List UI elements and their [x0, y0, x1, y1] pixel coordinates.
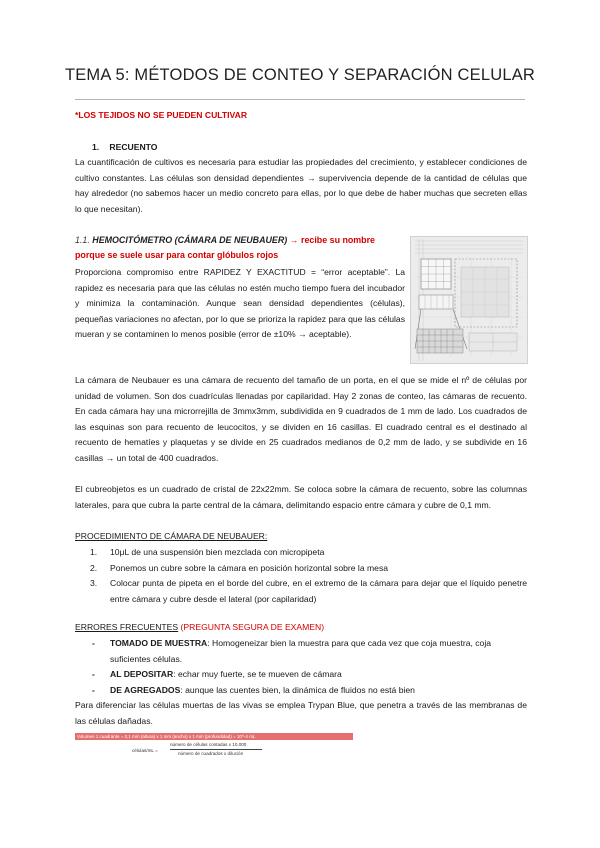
arrow-icon: →	[307, 172, 316, 183]
cubreobjetos-paragraph: El cubreobjetos es un cuadrado de cristal de 22x22mm. Se coloca sobre la cámara de recuento, sobre las columnas laterales, para que cubra la parte central de la cámara, delimitando espacio entre cámara y cubre de 0,1 mm.	[75, 484, 527, 510]
trypan-paragraph: Para diferenciar las células muertas de las vivas se emplea Trypan Blue, que penetra a través de las membranas de las células dañadas.	[75, 700, 527, 726]
dash-bullet: -	[92, 669, 95, 680]
formula-numerator: número de células contadas x 10.000	[170, 742, 247, 747]
procedure-step: 1. 10μL de una suspensión bien mezclada con micropipeta	[90, 547, 325, 557]
arrow-icon: →	[298, 329, 307, 340]
arrow-icon: →	[105, 452, 115, 463]
neubauer-grid-icon	[411, 237, 527, 363]
neubauer-description-paragraph: La cámara de Neubauer es una cámara de recuento del tamaño de un porta, en el que se mide el nº de células por unidad de volumen. Son dos cuadrículas llenadas por capilaridad. Hay 2 zonas de conteo, las cámaras de recuento. En cada cámara hay una microrrejilla de 3mmx3mm, subdividida en 9 cuadrados de 1 mm de lado. Los cuadrados de las esquinas son para recuento de leucocitos, y se dividen en 16 casillas. El cuadrado central es el destinado al recuento de hematíes y plaquetas y se divide en 25 cuadrados medianos de 0,2 mm de lado, y se subdivide en 16 casillas → un total de 400 cuadrados.	[75, 375, 527, 463]
error-item: - TOMADO DE MUESTRA: Homogeneizar bien la muestra para que cada vez que coja muestra, coja suficientes células.	[92, 638, 492, 664]
error-item: - DE AGREGADOS: aunque las cuentes bien, la dinámica de fluidos no está bien	[92, 683, 527, 699]
procedure-step: 2. Ponemos un cubre sobre la cámara en posición horizontal sobre la mesa	[90, 562, 389, 573]
section-title: RECUENTO	[109, 142, 158, 152]
dash-bullet: -	[92, 638, 95, 648]
section-heading-recuento	[92, 142, 157, 152]
note-tissues: *LOS TEJIDOS NO SE PUEDEN CULTIVAR	[75, 110, 248, 120]
formula-fraction-bar	[170, 749, 262, 750]
subsection-highlight: → recibe su nombre porque se suele usar para contar glóbulos rojos	[75, 235, 375, 260]
subsection-title: HEMOCITÓMETRO (CÁMARA DE NEUBAUER)	[92, 235, 288, 245]
hemocitometro-paragraph: Proporciona compromiso entre RAPIDEZ Y EXACTITUD = “error aceptable”. La rapidez es necesaria para que las células no estén mucho tiempo fuera del incubador y minimiza la contaminación. Aunque sean densidad dependientes (células), pequeñas variaciones no afectan, por lo que se prioriza la rapidez para que las células mueran y se contaminen lo menos posible (error de ±10% → aceptable).	[75, 267, 405, 340]
errors-list	[92, 636, 527, 698]
formula-label: células/mL =	[132, 748, 158, 753]
subsection-number: 1.1.	[75, 235, 90, 245]
exam-note: (PREGUNTA SEGURA DE EXAMEN)	[180, 622, 325, 632]
recuento-paragraph: La cuantificación de cultivos es necesaria para estudiar las propiedades del crecimiento, y establecer condiciones de cultivo constantes. Las células son densidad dependientes → supervivencia depende de la cantidad de células que hay alrededor (no sabemos hacer un medio concreto para ellas, por lo que debe de haber muchas que secreten ellas lo que necesitan).	[75, 157, 527, 214]
procedure-step: 3. Colocar punta de pipeta en el borde del cubre, en el extremo de la cámara para dejar que el líquido penetre entre cámara y cubre desde el lateral (por capilaridad)	[90, 578, 527, 604]
cell-count-formula	[75, 730, 355, 762]
dash-bullet: -	[92, 684, 95, 695]
procedure-list	[75, 545, 527, 607]
title-divider	[75, 99, 525, 100]
section-number: 1.	[92, 142, 100, 152]
neubauer-chamber-figure	[410, 236, 528, 364]
formula-denominator: número de cuadrados x dilución	[178, 751, 244, 756]
procedure-heading: PROCEDIMIENTO DE CÁMARA DE NEUBAUER:	[75, 531, 268, 541]
errors-heading: ERRORES FRECUENTES (PREGUNTA SEGURA DE EXAMEN)	[75, 622, 325, 632]
page-title: TEMA 5: MÉTODOS DE CONTEO Y SEPARACIÓN CELULAR	[64, 66, 536, 84]
formula-volume-line: Volumen 1 cuadrante = 0,1 mm (altura) x 1 mm (ancho) x 1 mm (profundidad) = 10^-4 mL	[75, 733, 353, 740]
error-item: - AL DEPOSITAR: echar muy fuerte, se te mueven de cámara	[92, 667, 527, 683]
subsection-heading-hemocitometro	[75, 233, 405, 263]
